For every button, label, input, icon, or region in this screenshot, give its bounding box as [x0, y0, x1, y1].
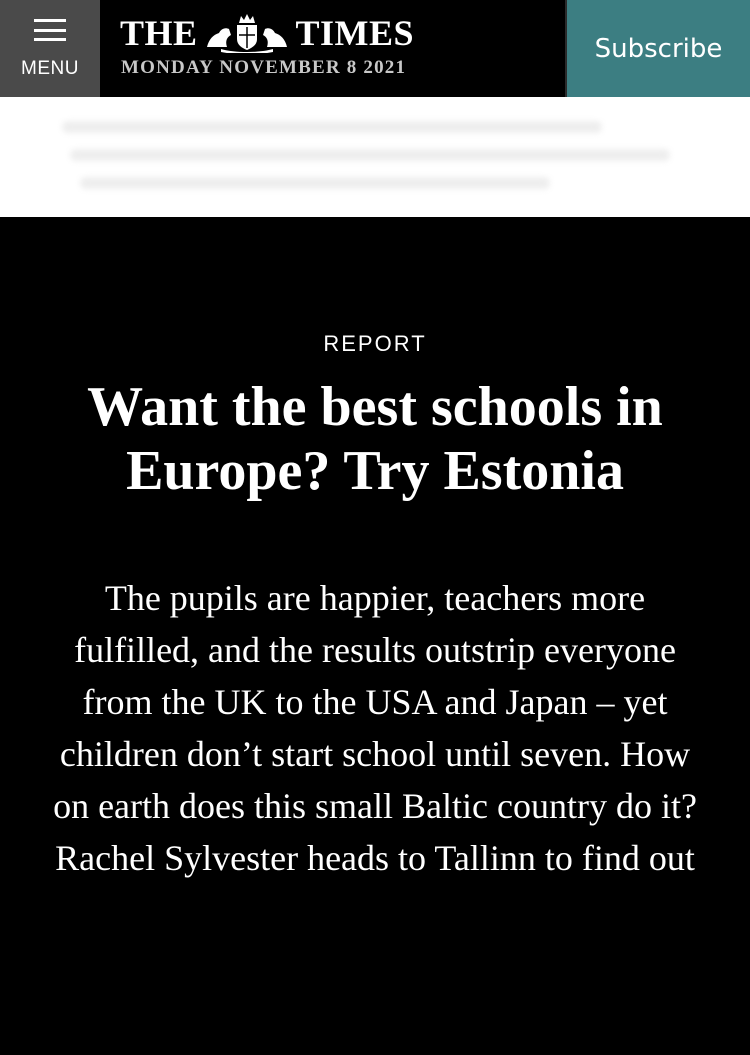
blurred-banner — [0, 97, 750, 217]
site-header — [0, 0, 750, 97]
blurred-text-line — [80, 177, 550, 189]
blurred-text-line — [70, 149, 670, 161]
logo-word-times: TIMES — [295, 13, 415, 53]
hamburger-icon — [34, 19, 66, 41]
article-headline[interactable]: Want the best schools in Europe? Try Estonia — [87, 376, 663, 502]
menu-button[interactable] — [0, 0, 100, 97]
subscribe-button[interactable]: Subscribe — [565, 0, 750, 97]
blurred-text-line — [62, 121, 602, 133]
menu-label: MENU — [21, 58, 79, 79]
article-kicker[interactable]: REPORT — [323, 331, 427, 356]
article-hero — [0, 217, 750, 1055]
edition-date: MONDAY NOVEMBER 8 2021 — [121, 57, 407, 78]
article-standfirst: The pupils are happier, teachers more fulfilled, and the results outstrip everyone from the UK to the USA and Japan – yet children don’t start school until seven. How on earth does this small Baltic country do it? Rachel Sylvester heads to Tallinn to find out — [53, 578, 697, 878]
logo-word-the: THE — [120, 13, 198, 53]
royal-crest-icon — [201, 13, 293, 53]
site-logo[interactable] — [120, 13, 414, 53]
masthead[interactable] — [100, 0, 565, 97]
